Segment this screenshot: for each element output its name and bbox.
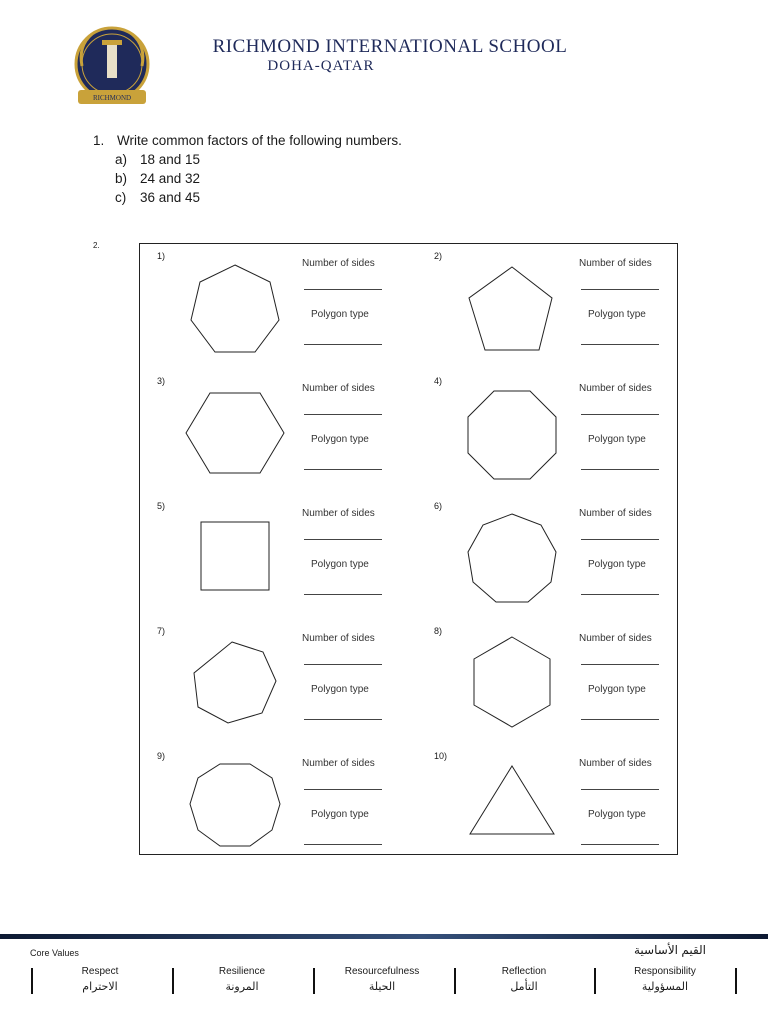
number-of-sides-label: Number of sides [302,508,375,519]
polygon-cell [417,744,686,869]
pentagon-icon [459,260,565,360]
number-of-sides-label: Number of sides [302,258,375,269]
logo-text: RICHMOND [92,94,132,102]
polygon-cell [140,369,409,494]
number-of-sides-label: Number of sides [579,633,652,644]
polygon-cell [140,619,409,744]
item-label: c) [115,190,127,205]
core-value-reflection [464,966,584,993]
answer-line[interactable] [304,664,382,665]
school-city: DOHA-QATAR [267,58,375,74]
polygon-cell [140,244,409,369]
polygon-type-label: Polygon type [588,434,646,445]
polygon-cell [417,619,686,744]
footer-bar [0,934,768,939]
square-icon [182,510,288,610]
item-label: b) [115,171,128,186]
nonagon-icon [459,510,565,610]
item-text: 36 and 45 [140,190,201,205]
polygon-cell [417,369,686,494]
polygon-type-label: Polygon type [311,684,369,695]
cell-number: 6) [434,501,443,511]
value-arabic: التأمل [510,981,538,993]
answer-line[interactable] [581,594,659,595]
separator [735,968,737,994]
polygon-cell [140,494,409,619]
question-2-number: 2. [93,241,100,250]
hexagon-icon [182,385,288,485]
answer-line[interactable] [581,469,659,470]
polygon-cell [140,744,409,869]
core-values-label: Core Values [30,948,79,958]
item-text: 24 and 32 [140,171,201,186]
answer-line[interactable] [581,539,659,540]
decagon-icon [182,760,288,860]
value-arabic: الاحترام [82,981,118,993]
cell-number: 10) [434,751,448,761]
item-label: a) [115,152,128,167]
core-value-responsibility [605,966,725,993]
number-of-sides-label: Number of sides [302,758,375,769]
value-english: Respect [81,966,119,977]
separator [594,968,596,994]
separator [454,968,456,994]
heptagon-icon [182,260,288,360]
value-arabic: الحيلة [368,981,396,993]
answer-line[interactable] [581,844,659,845]
polygon-type-label: Polygon type [588,309,646,320]
cell-number: 9) [157,751,166,761]
answer-line[interactable] [304,344,382,345]
value-arabic: المرونة [225,981,259,993]
answer-line[interactable] [304,289,382,290]
school-name: RICHMOND INTERNATIONAL SCHOOL [212,36,568,57]
number-of-sides-label: Number of sides [579,383,652,394]
answer-line[interactable] [581,719,659,720]
polygon-type-label: Polygon type [588,559,646,570]
cell-number: 1) [157,251,166,261]
answer-line[interactable] [304,844,382,845]
separator [31,968,33,994]
core-value-respect [40,966,160,993]
number-of-sides-label: Number of sides [579,508,652,519]
cell-number: 4) [434,376,443,386]
school-logo [70,26,154,112]
answer-line[interactable] [304,719,382,720]
polygon-type-label: Polygon type [311,559,369,570]
separator [313,968,315,994]
value-english: Responsibility [634,966,696,977]
core-values-arabic-label: القيم الأساسية [634,943,706,957]
number-of-sides-label: Number of sides [579,258,652,269]
question-prompt: Write common factors of the following numbers. [117,133,402,148]
polygon-type-label: Polygon type [588,684,646,695]
number-of-sides-label: Number of sides [302,633,375,644]
core-value-resourcefulness [322,966,442,993]
polygon-worksheet-box [139,243,678,855]
heptagon-icon [182,635,288,735]
triangle-icon [459,760,565,860]
value-english: Resourcefulness [344,966,420,977]
hexagon-icon [459,635,565,735]
polygon-type-label: Polygon type [588,809,646,820]
answer-line[interactable] [304,539,382,540]
value-english: Reflection [501,966,547,977]
answer-line[interactable] [304,789,382,790]
value-english: Resilience [218,966,266,977]
cell-number: 7) [157,626,166,636]
core-value-resilience [182,966,302,993]
cell-number: 5) [157,501,166,511]
octagon-icon [459,385,565,485]
answer-line[interactable] [581,414,659,415]
answer-line[interactable] [304,469,382,470]
answer-line[interactable] [581,344,659,345]
polygon-cell [417,494,686,619]
polygon-type-label: Polygon type [311,434,369,445]
item-text: 18 and 15 [140,152,201,167]
number-of-sides-label: Number of sides [579,758,652,769]
number-of-sides-label: Number of sides [302,383,375,394]
cell-number: 2) [434,251,443,261]
answer-line[interactable] [581,789,659,790]
cell-number: 8) [434,626,443,636]
answer-line[interactable] [581,289,659,290]
polygon-cell [417,244,686,369]
answer-line[interactable] [304,594,382,595]
cell-number: 3) [157,376,166,386]
question-number: 1. [93,133,105,148]
answer-line[interactable] [304,414,382,415]
separator [172,968,174,994]
value-arabic: المسؤولية [641,981,689,993]
polygon-type-label: Polygon type [311,809,369,820]
answer-line[interactable] [581,664,659,665]
polygon-type-label: Polygon type [311,309,369,320]
